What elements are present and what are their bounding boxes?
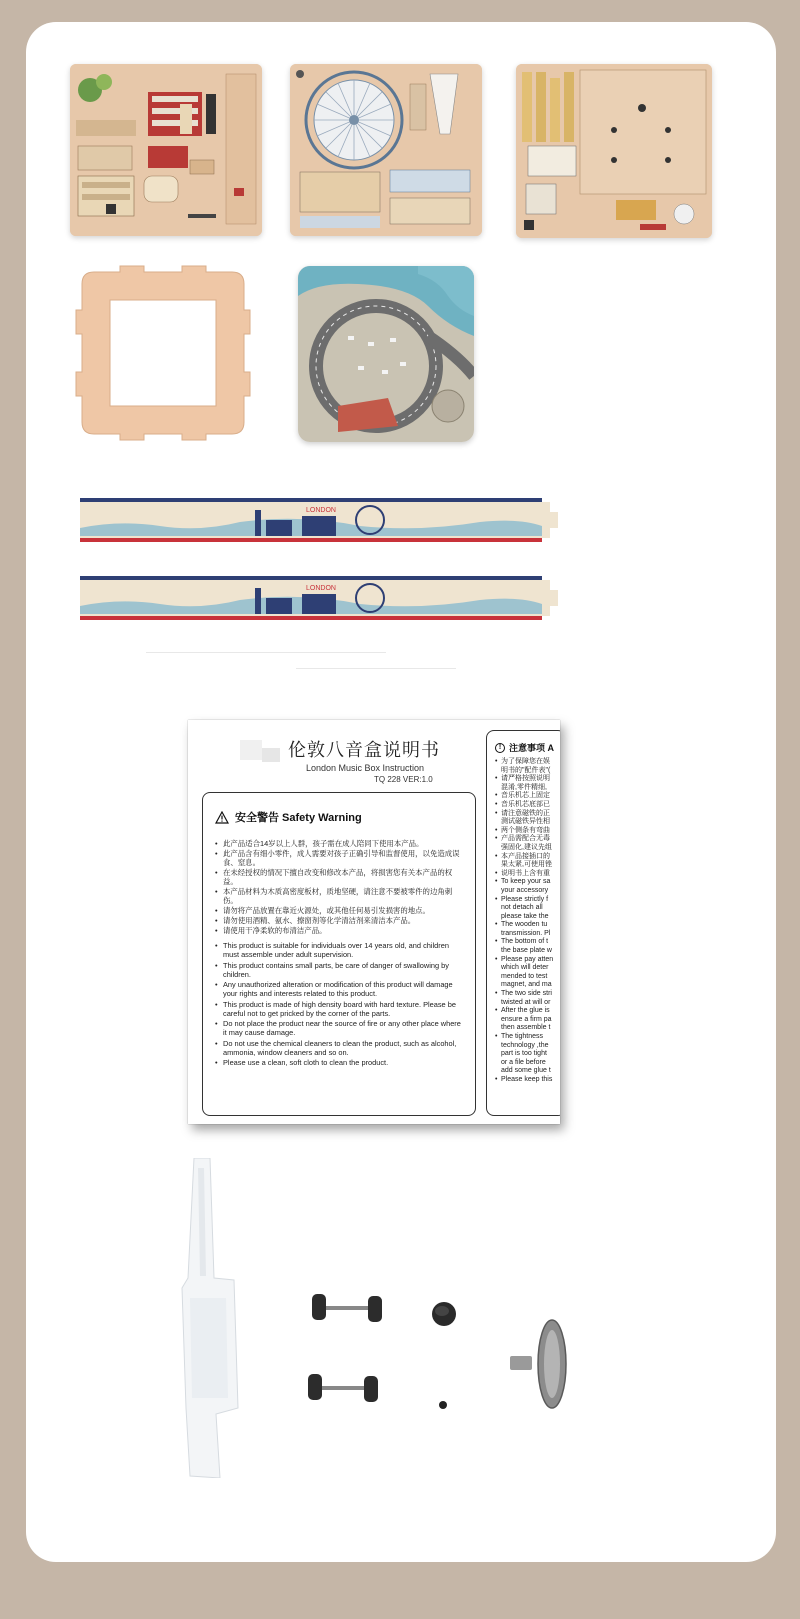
divider-line — [146, 652, 386, 653]
exclamation-icon: ! — [495, 743, 505, 753]
warning-en-item: • Do not use the chemical cleaners to clean the product, such as alcohol, ammonia, window cleaners and so on. — [215, 1039, 463, 1057]
warning-cn-item: • 请勿使用酒精、氨水、擦窗剂等化学清洁剂来清洁本产品。 — [215, 916, 463, 925]
note-line: part is too tight — [501, 1050, 547, 1058]
note-line: • The bottom of t — [495, 938, 560, 947]
warning-en-item: • This product contains small parts, be care of danger of swallowing by children. — [215, 961, 463, 979]
note-line: 测试磁铁异性相 — [501, 818, 550, 826]
note-line: ensure a firm pa — [501, 1015, 552, 1023]
note-line: • Please keep this — [495, 1076, 560, 1085]
note-line: then assemble t — [501, 1024, 551, 1032]
note-line: 明书的"配件表"( — [501, 766, 551, 774]
note-line: • 本产品接插口的 — [495, 853, 560, 862]
wood-sheet-box-panel-art — [516, 64, 712, 238]
note-line: the base plate w — [501, 947, 552, 955]
note-line: • Please pay atten — [495, 956, 560, 965]
note-line: • Please strictly f — [495, 896, 560, 905]
wood-sheet-box-panel — [516, 64, 712, 238]
note-line: 果太紧,可使用锉 — [501, 861, 552, 869]
note-line: • 音乐机芯上固定 — [495, 792, 560, 801]
divider-line — [296, 668, 456, 669]
warning-en-item: • Do not place the product near the source of fire or any other place where it may cause damage. — [215, 1019, 463, 1037]
note-line: add some glue t — [501, 1067, 551, 1075]
note-line: 混淆,零件精细, — [501, 783, 547, 791]
note-line: • 音乐机芯底部已 — [495, 801, 560, 810]
svg-text:LONDON: LONDON — [306, 507, 336, 514]
warning-triangle-icon — [215, 811, 229, 824]
note-line: • 为了保障您在娱 — [495, 758, 560, 767]
note-line: twisted at will or — [501, 998, 551, 1006]
warning-cn-item: • 请勿将产品放置在靠近火源处，或其他任何易引发损害的地点。 — [215, 906, 463, 915]
warning-en-item: • This product is made of high density board with hard texture. Please be careful not to get pricked by the corner of the parts. — [215, 1000, 463, 1018]
note-line: • The two side stri — [495, 990, 560, 999]
note-line: • 请注意磁铁的正 — [495, 810, 560, 819]
note-line: mended to test — [501, 972, 548, 980]
warning-en-item: • Any unauthorized alteration or modification of this product will damage your rights and interests related to this product. — [215, 980, 463, 998]
note-line: please take the — [501, 912, 549, 920]
warning-en-item: • This product is suitable for individuals over 14 years old, and children must assemble under adult supervision. — [215, 941, 463, 959]
magnet-part — [430, 1300, 458, 1328]
warning-en-item: • Please use a clean, soft cloth to clean the product. — [215, 1058, 463, 1067]
note-line: or a file before — [501, 1058, 546, 1066]
warning-cn-item: • 此产品适合14岁以上人群，孩子需在成人陪同下使用本产品。 — [215, 839, 463, 848]
note-line: 强固化,建议先组 — [501, 843, 552, 851]
wheel-axle-part — [310, 1292, 384, 1324]
base-plate-map — [298, 266, 474, 442]
product-card — [26, 22, 776, 1562]
notes-heading-text: 注意事项 A — [509, 743, 555, 753]
notes-list — [495, 758, 560, 1085]
safety-warning-box — [202, 792, 476, 1116]
side-strip-bottom — [80, 570, 558, 626]
warnings-cn-list — [215, 839, 463, 935]
safety-warning-heading-text: 安全警告 Safety Warning — [235, 812, 362, 824]
note-line: which will deter — [501, 964, 549, 972]
warnings-en-list — [215, 941, 463, 1067]
note-line: • 两个侧条有弯曲 — [495, 827, 560, 836]
acrylic-tube-part — [176, 1158, 246, 1478]
note-line: • 说明书上含有重 — [495, 870, 560, 879]
base-plate-map-art — [298, 266, 474, 442]
side-strip-top — [80, 492, 558, 548]
warning-cn-item: • 请使用干净柔软的布清洁产品。 — [215, 926, 463, 935]
note-line: your accessory — [501, 886, 549, 894]
booklet-version: TQ 228 VER:1.0 — [374, 775, 433, 784]
note-line: • 产品需配合无毒 — [495, 835, 560, 844]
wood-frame-piece — [72, 262, 254, 444]
wood-sheet-london-eye — [290, 64, 482, 236]
note-line: technology ,the — [501, 1041, 549, 1049]
booklet-title-cn: 伦敦八音盒说明书 — [288, 740, 440, 761]
booklet-title-en: London Music Box Instruction — [306, 763, 425, 773]
wood-sheet-buildings — [70, 64, 262, 236]
warning-cn-item: • 在未经授权的情况下擅自改变和修改本产品，将损害您有关本产品的权益。 — [215, 868, 463, 886]
warning-cn-item: • 本产品材料为木质高密度板材，质地坚硬，请注意不要被零件的边角刺伤。 — [215, 887, 463, 905]
safety-warning-heading — [215, 809, 463, 825]
note-line: transmission. Pl — [501, 929, 551, 937]
winding-key-part — [508, 1318, 572, 1418]
note-line: • To keep your sa — [495, 878, 560, 887]
wood-sheet-london-eye-art — [290, 64, 482, 236]
note-line: • After the glue is — [495, 1007, 560, 1016]
notes-box — [486, 730, 560, 1116]
warning-cn-item: • 此产品含有细小零件，成人需要对孩子正确引导和监督使用，以免造成误食、窒息。 — [215, 849, 463, 867]
svg-text:LONDON: LONDON — [306, 585, 336, 592]
note-line: magnet, and ma — [501, 981, 552, 989]
instruction-booklet — [188, 720, 560, 1124]
screw-part — [438, 1400, 448, 1410]
note-line: • 请严格按照说明 — [495, 775, 560, 784]
wood-sheet-buildings-art — [70, 64, 262, 236]
note-line: • The tightness — [495, 1033, 560, 1042]
logo-scribble — [232, 734, 288, 774]
note-line: • The wooden tu — [495, 921, 560, 930]
note-line: not detach all — [501, 904, 543, 912]
wheel-axle-part — [306, 1372, 380, 1404]
notes-heading — [495, 741, 560, 754]
